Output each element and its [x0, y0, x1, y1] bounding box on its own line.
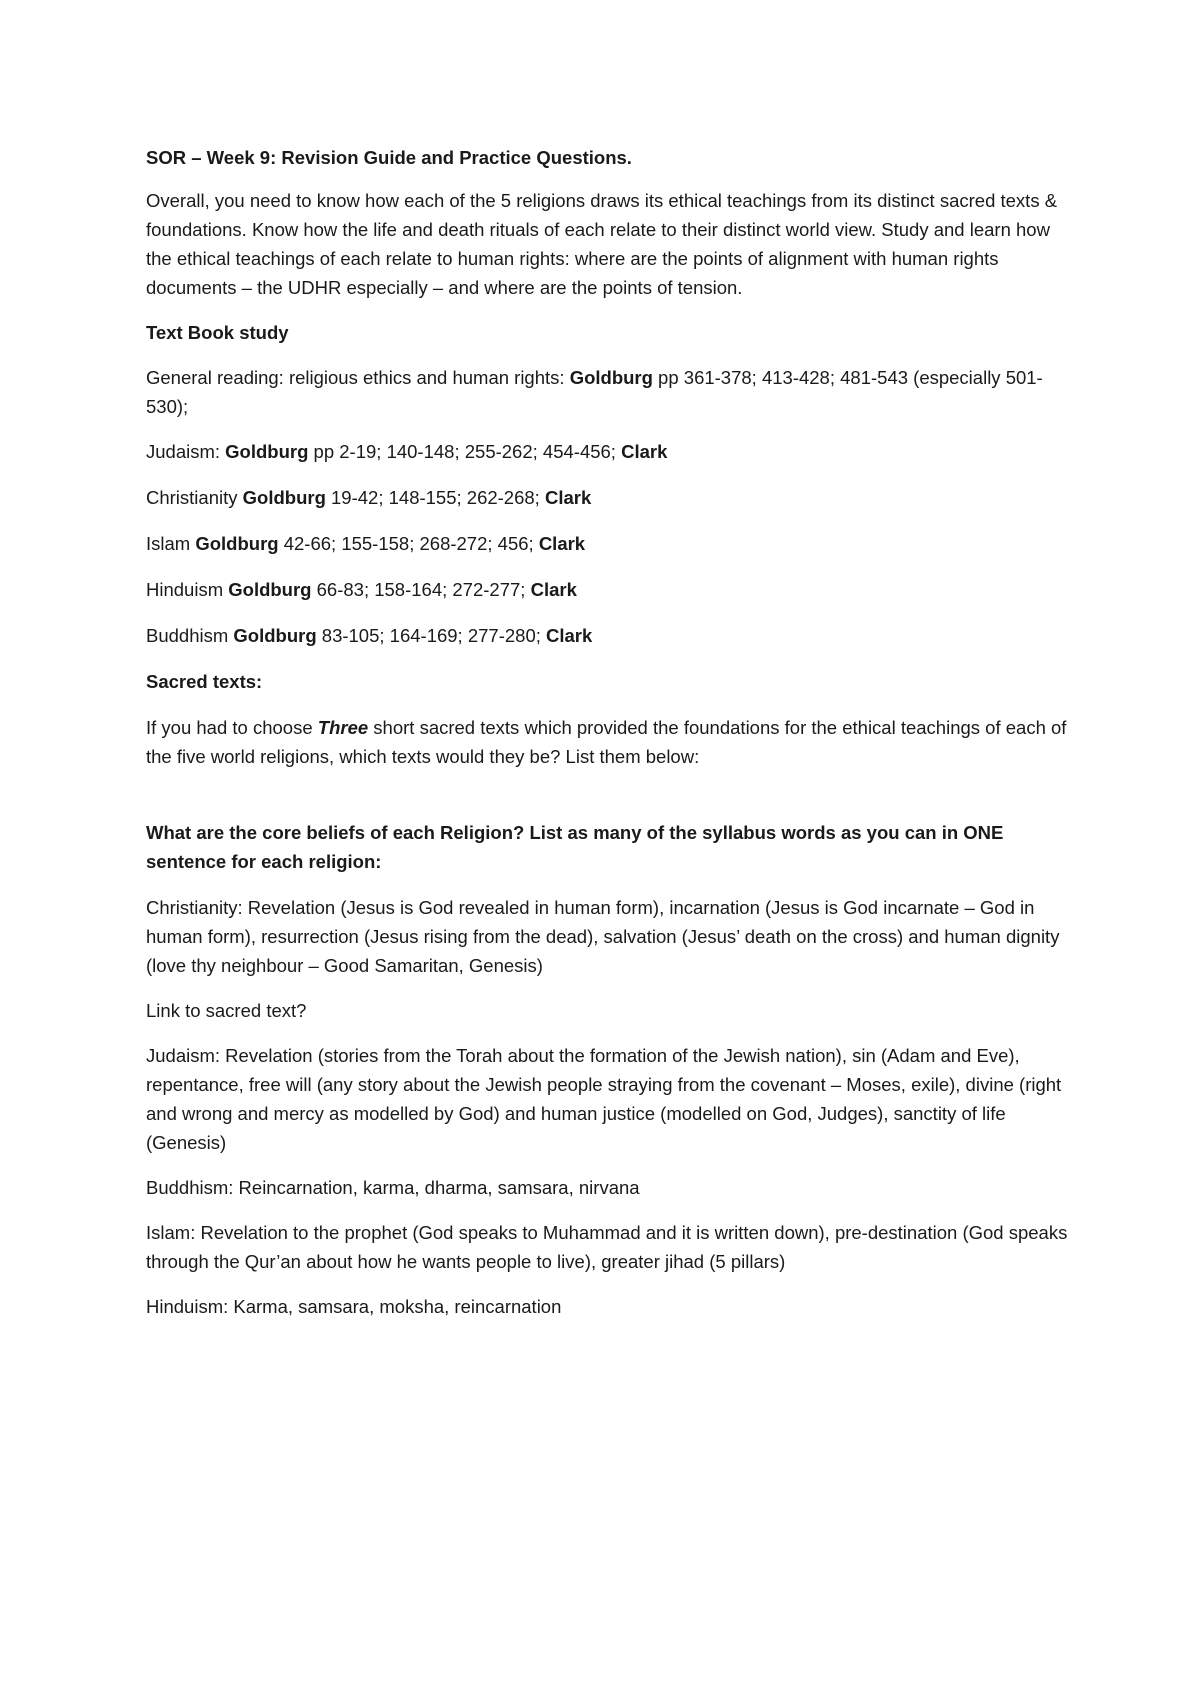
document-title: SOR – Week 9: Revision Guide and Practice Questions.	[146, 147, 632, 168]
answer-space	[146, 771, 1070, 818]
reading-pages: 83-105; 164-169; 277-280;	[316, 625, 547, 646]
reading-label: Buddhism	[146, 625, 234, 646]
general-reading-label: General reading: religious ethics and human rights:	[146, 367, 570, 388]
reading-second-author: Clark	[546, 625, 593, 646]
beliefs-christianity: Christianity: Revelation (Jesus is God revealed in human form), incarnation (Jesus is God incarnate – God in human form), resurrection (Jesus rising from the dead), salvation (Jesus’ death on the cross) and human dignity (love thy neighbour – Good Samaritan, Genesis)	[146, 897, 1060, 976]
reading-pages: pp 2-19; 140-148; 255-262; 454-456;	[308, 441, 622, 462]
beliefs-judaism: Judaism: Revelation (stories from the Torah about the formation of the Jewish nation), sin (Adam and Eve), repentance, free will (any story about the Jewish people straying from the covenant – Moses, exile), divine (right and wrong and mercy as modelled by God) and human justice (modelled on God, Judges), sanctity of life (Genesis)	[146, 1045, 1062, 1153]
beliefs-islam: Islam: Revelation to the prophet (God speaks to Muhammad and it is written down), pre-destination (God speaks through the Qur’an about how he wants people to live), greater jihad (5 pillars)	[146, 1222, 1068, 1272]
reading-second-author: Clark	[538, 533, 586, 554]
general-reading-author: Goldburg	[569, 367, 653, 388]
reading-author: Goldburg	[195, 533, 279, 554]
link-to-sacred-text: Link to sacred text?	[146, 1000, 307, 1021]
reading-author: Goldburg	[242, 487, 326, 508]
reading-second-author: Clark	[544, 487, 592, 508]
reading-label: Christianity	[146, 487, 243, 508]
question-text-start: If you had to choose	[146, 717, 318, 738]
reading-author: Goldburg	[225, 441, 309, 462]
reading-label: Islam	[146, 533, 196, 554]
reading-judaism	[146, 437, 1070, 466]
overview-paragraph: Overall, you need to know how each of the 5 religions draws its ethical teachings from its distinct sacred texts & foundations. Know how the life and death rituals of each relate to their distinct world view. Study and learn how the ethical teachings of each relate to human rights: where are the points of alignment with human rights documents – the UDHR especially – and where are the points of tension.	[146, 190, 1058, 298]
reading-hinduism	[146, 575, 1070, 604]
beliefs-buddhism: Buddhism: Reincarnation, karma, dharma, samsara, nirvana	[146, 1177, 640, 1198]
core-beliefs-heading: What are the core beliefs of each Religion? List as many of the syllabus words as you can in ONE sentence for each religion:	[146, 822, 1004, 872]
reading-pages: 19-42; 148-155; 262-268;	[325, 487, 545, 508]
textbook-heading: Text Book study	[146, 322, 289, 343]
sacred-texts-heading: Sacred texts:	[146, 671, 263, 692]
general-reading	[146, 363, 1070, 421]
reading-islam	[146, 529, 1070, 558]
reading-label: Judaism:	[146, 441, 226, 462]
sacred-texts-question	[146, 713, 1070, 771]
reading-second-author: Clark	[621, 441, 668, 462]
reading-christianity	[146, 483, 1070, 512]
reading-author: Goldburg	[233, 625, 317, 646]
question-emphasis: Three	[317, 717, 369, 738]
reading-pages: 42-66; 155-158; 268-272; 456;	[278, 533, 539, 554]
reading-second-author: Clark	[530, 579, 577, 600]
question-text-end: short sacred texts which provided the foundations for the ethical teachings of each of the five world religions, which texts would they be? List them below:	[146, 717, 1067, 767]
reading-buddhism	[146, 621, 1070, 650]
reading-author: Goldburg	[228, 579, 312, 600]
reading-label: Hinduism	[146, 579, 229, 600]
general-reading-pages: pp 361-378; 413-428; 481-543 (especially 501-530);	[146, 367, 1043, 417]
beliefs-hinduism: Hinduism: Karma, samsara, moksha, reincarnation	[146, 1296, 562, 1317]
reading-pages: 66-83; 158-164; 272-277;	[311, 579, 531, 600]
